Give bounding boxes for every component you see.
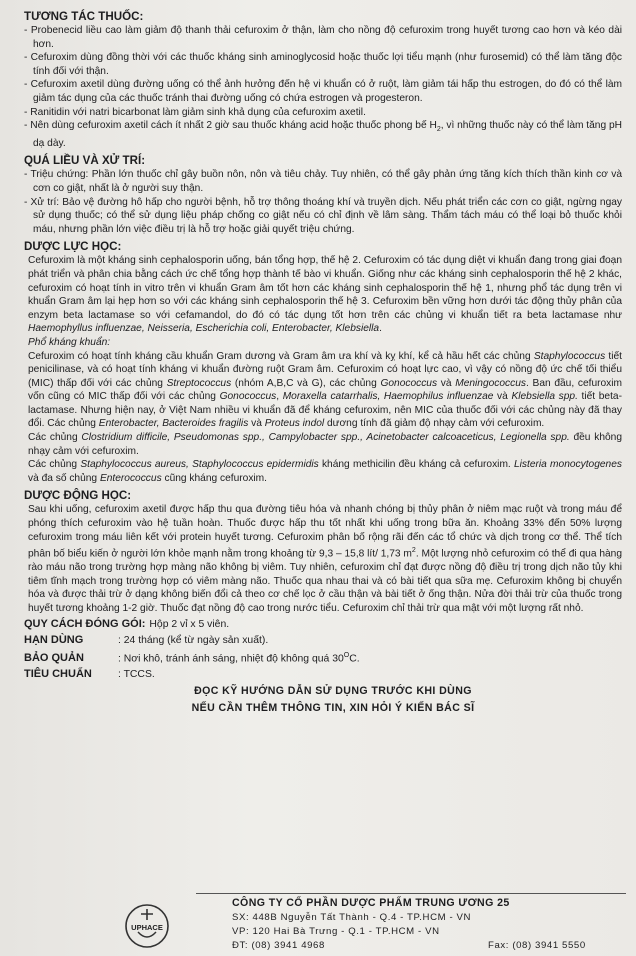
overdose-symptoms: - Triệu chứng: Phần lớn thuốc chỉ gây buồn nôn, nôn và tiêu chảy. Tuy nhiên, có thể gây phản ứng tăng kích thích thần kinh cơ và cơn co giật, nhất là ở người suy thận. — [24, 169, 622, 194]
footer-divider — [196, 893, 626, 894]
interaction-item: - Probenecid liều cao làm giảm độ thanh thải cefuroxim ở thận, làm cho nồng độ cefuroxim trong huyết tương cao hơn và kéo dài hơn. — [24, 25, 622, 50]
standard-row: TIÊU CHUẨN : TCCS. — [24, 668, 155, 681]
pharmacokinetics-paragraph: Sau khi uống, cefuroxim axetil được hấp thu qua đường tiêu hóa và nhanh chóng bị thủy phân ở niêm mạc ruột và trong máu để phóng thích cefuroxim vào hệ tuần hoàn. Thuốc được hấp thu tốt nhất khi uống trong bữa ăn. Khoảng 33% đến 50% lượng cefuroxim trong máu liên kết với protein huyết tương. Cefuroxim phân bố rộng rãi đến các tổ chức và dịch trong cơ thể. Thể tích phân bố biểu kiến ở người lớn khỏe mạnh nằm trong khoảng từ 9,3 – 15,8 lít/ 1,73 $m^2$. Một lượng nhỏ cefuroxim có thể đi qua hàng rào máu não trong trường hợp màng não không bị viêm. Tuy nhiên, cefuroxim chỉ đạt được nồng độ điều trị trong dịch não tủy khi tiêm tĩnh mạch trong trường hợp có viêm màng não. Thuốc qua nhau thai và có bài tiết qua sữa mẹ. Cefuroxim không bị chuyển hóa và được thải trừ ở dạng không biến đổi cả theo cơ chế lọc ở cầu thận và bài tiết ở ống thận. Nửa đời thải trừ của thuốc trong huyết tương khoảng 1-2 giờ. Thuốc đạt nồng độ cao trong nước tiểu. Cefuroxim chỉ thải trừ qua mật với một lượng rất nhỏ. — [28, 504, 622, 614]
resistant-paragraph: Các chủng Clostridium difficile, Pseudomonas spp., Campylobacter spp., Acinetobacter calcoaceticus, Legionella spp. đều không nhạy cảm với cefuroxim. — [28, 432, 622, 457]
warning-line-1: ĐỌC KỸ HƯỚNG DẪN SỬ DỤNG TRƯỚC KHI DÙNG — [194, 685, 472, 698]
interaction-item: - Cefuroxim dùng đồng thời với các thuốc kháng sinh aminoglycosid hoặc thuốc lợi tiểu mạnh (như furosemid) có thể làm tăng độc tính đối với thận. — [24, 52, 622, 77]
packaging-row: QUY CÁCH ĐÓNG GÓI: Hộp 2 vỉ x 5 viên. — [24, 617, 230, 630]
shelf-life-row: HẠN DÙNG : 24 tháng (kể từ ngày sản xuất). — [24, 633, 269, 646]
factory-address: SX: 448B Nguyễn Tất Thành - Q.4 - TP.HCM - VN — [232, 912, 472, 923]
company-name: CÔNG TY CỔ PHẦN DƯỢC PHẨM TRUNG ƯƠNG 25 — [232, 897, 510, 909]
storage-row: BẢO QUẢN : Nơi khô, tránh ánh sáng, nhiệt độ không quá $30^OC$. — [24, 651, 360, 665]
company-logo — [124, 902, 170, 950]
fax-number: Fax: (08) 3941 5550 — [488, 940, 586, 951]
overdose-heading: QUÁ LIỀU VÀ XỬ TRÍ: — [24, 154, 146, 168]
interaction-item: - Nên dùng cefuroxim axetil cách ít nhất 2 giờ sau thuốc kháng acid hoặc thuốc phong bế $H_2$, vì những thuốc này có thể làm tăng pH dạ dày. — [24, 120, 622, 149]
interactions-heading: TƯƠNG TÁC THUỐC: — [24, 10, 144, 23]
spectrum-paragraph: Cefuroxim có hoạt tính kháng cầu khuẩn Gram dương và Gram âm ưa khí và kỵ khí, kể cả hầu hết các chủng Staphylococcus tiết penicilinase, và có hoạt tính kháng vi khuẩn đường ruột Gram âm. Cefuroxim có hoạt lực cao, vì vậy có nồng độ ức chế tối thiểu (MIC) thấp đối với các chủng Streptococcus (nhóm A,B,C và G), các chủng Gonococcus và Meningococcus. Ban đầu, cefuroxim vốn cũng có MIC thấp đối với các chủng Gonococcus, Moraxella catarrhalis, Haemophilus influenzae và Klebsiella spp. tiết beta-lactamase. Nhưng hiện nay, ở Việt Nam nhiều vi khuẩn đã để kháng cefuroxim, nên MIC của thuốc đối với các chủng này đã thay đổi. Các chủng Enterobacter, Bacteroides fragilis và Proteus indol dương tính đã giảm độ nhạy cảm với cefuroxim. — [28, 350, 623, 430]
spectrum-heading: Phổ kháng khuẩn: — [28, 336, 111, 348]
pharmacokinetics-heading: DƯỢC ĐỘNG HỌC: — [24, 489, 132, 503]
interaction-item: - Ranitidin với natri bicarbonat làm giảm sinh khả dụng của cefuroxim axetil. — [24, 106, 366, 118]
logo-text: UPHACE — [131, 923, 163, 932]
interaction-item: - Cefuroxim axetil dùng đường uống có thể ảnh hưởng đến hệ vi khuẩn có ở ruột, làm giảm tái hấp thu estrogen, do đó có thể làm giảm tác dụng của các thuốc tránh thai đường uống có chứa estrogen và progesteron. — [24, 79, 622, 104]
methicillin-paragraph: Các chủng Staphylococcus aureus, Staphylococcus epidermidis kháng methicilin đều kháng cả cefuroxim. Listeria monocytogenes và đa số chủng Enterococcus cũng kháng cefuroxim. — [28, 459, 622, 484]
pharmacodynamics-heading: DƯỢC LỰC HỌC: — [24, 240, 122, 254]
warning-line-2: NẾU CẦN THÊM THÔNG TIN, XIN HỎI Ý KIẾN BÁC SĨ — [191, 701, 475, 714]
office-address: VP: 120 Hai Bà Trưng - Q.1 - TP.HCM - VN — [232, 926, 440, 937]
overdose-treatment: - Xử trí: Bảo vệ đường hô hấp cho người bệnh, hỗ trợ thông thoáng khí và truyền dịch. Nếu phát triển các cơn co giật, ngừng ngay sử dụng thuốc; có thể sử dụng liệu pháp chống co giật nếu có chỉ định về lâm sàng. Thẩm tách máu có thể loại bỏ thuốc khỏi máu, nhưng phần lớn việc điều trị là hỗ trợ hoặc giải quyết triệu chứng. — [24, 196, 622, 235]
pharmacodynamics-paragraph: Cefuroxim là một kháng sinh cephalosporin uống, bán tổng hợp, thế hệ 2. Cefuroxim có tác dụng diệt vi khuẩn đang trong giai đoạn phát triển và phân chia bằng cách ức chế tổng hợp thành tế bào vi khuẩn. Giống như các kháng sinh cephalosporin thế hệ 2 khác, cefuroxim có hoạt tính in vitro trên vi khuẩn Gram âm tốt hơn các kháng sinh cephalosporin thế hệ 1, nhưng phổ tác dụng trên vi khuẩn Gram âm lại hẹp hơn so với các kháng sinh cephalosporin thế hệ 3. Cefuroxim bền vững hơn dưới tác động thủy phân của enzym beta lactamase so với cefamandol, do đó có tác dụng tốt hơn trên các chủng vi khuẩn tiết ra beta lactamase như Haemophyllus influenzae, Neisseria, Escherichia coli, Enterobacter, Klebsiella. — [28, 255, 622, 335]
phone-number: ĐT: (08) 3941 4968 — [232, 940, 325, 951]
